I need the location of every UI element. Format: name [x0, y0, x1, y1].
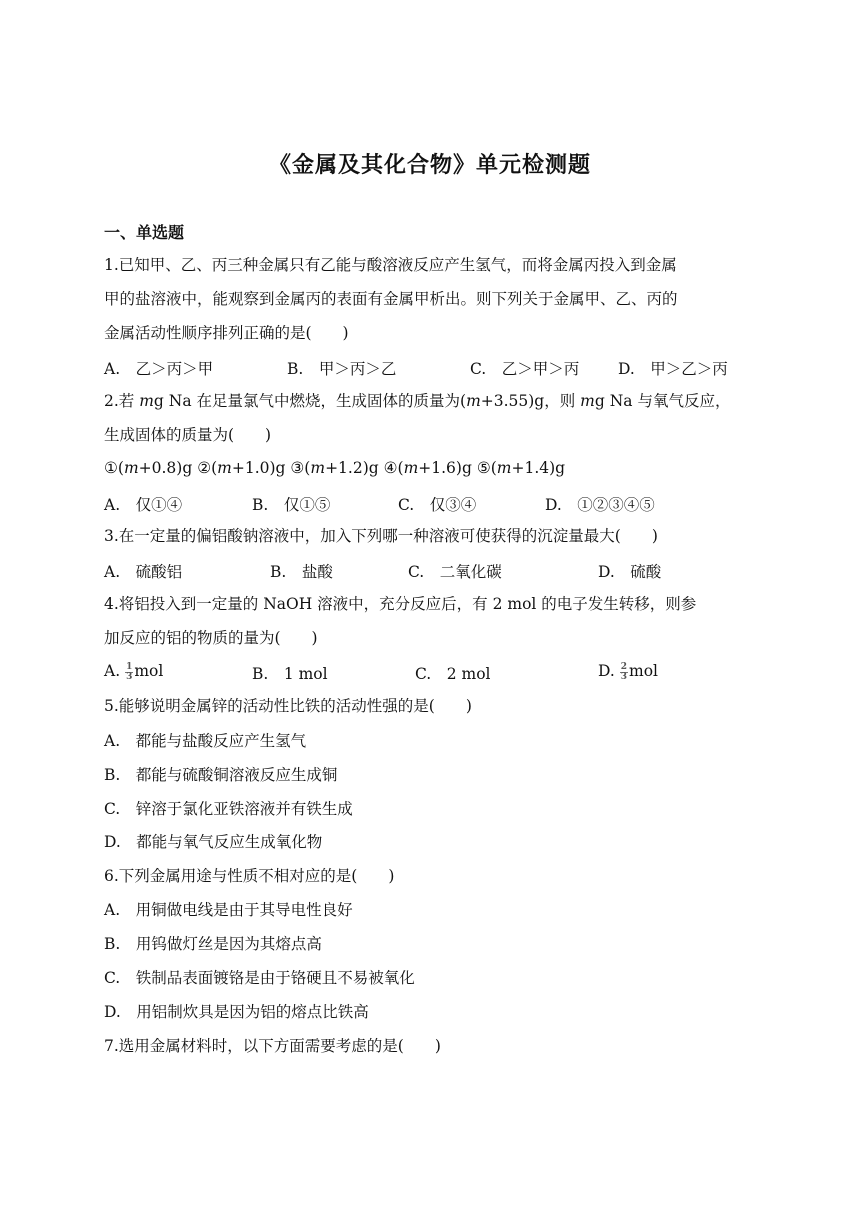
question-1-option-d[interactable]: D. 甲＞乙＞丙	[618, 360, 728, 378]
question-4-option-d[interactable]: D. $\frac{2}{3}$ mol	[598, 661, 659, 682]
fraction-one-third: $\frac{1}{3}$	[126, 661, 133, 682]
q2-text: g Na 在足量氯气中燃烧，生成固体的质量为(	[153, 392, 467, 410]
question-6-option-a[interactable]: A. 用铜做电线是由于其导电性良好	[104, 901, 353, 919]
question-3-option-b[interactable]: B. 盐酸	[270, 563, 333, 581]
question-6-option-c[interactable]: C. 铁制品表面镀铬是由于铬硬且不易被氧化	[104, 969, 415, 987]
question-3-option-d[interactable]: D. 硫酸	[598, 563, 662, 581]
q2-text: g Na 与氧气反应，	[594, 392, 731, 410]
section-heading: 一、单选题	[104, 223, 185, 242]
q2-choice-5: ⑤(m+1.4)g	[476, 459, 566, 477]
q2-text: +3.55)g，则	[480, 392, 581, 410]
question-6-line-1: 6.下列金属用途与性质不相对应的是( )	[104, 867, 395, 885]
question-5-option-d[interactable]: D. 都能与氧气反应生成氧化物	[104, 833, 323, 851]
question-4-line-2: 加反应的铝的物质的量为( )	[104, 629, 318, 647]
question-1-line-1: 1.已知甲、乙、丙三种金属只有乙能与酸溶液反应产生氢气，而将金属丙投入到金属	[104, 256, 677, 274]
question-6-option-d[interactable]: D. 用铝制炊具是因为铝的熔点比铁高	[104, 1003, 369, 1021]
question-4-line-1: 4.将铝投入到一定量的 NaOH 溶液中，充分反应后，有 2 mol 的电子发生转移，则参	[104, 595, 697, 613]
question-2-choices	[104, 458, 565, 478]
question-2-line-1	[104, 391, 730, 411]
question-7-line-1: 7.选用金属材料时，以下方面需要考虑的是( )	[104, 1037, 441, 1055]
question-1-option-b[interactable]: B. 甲＞丙＞乙	[287, 360, 397, 378]
question-3-line-1: 3.在一定量的偏铝酸钠溶液中，加入下列哪一种溶液可使获得的沉淀量最大( )	[104, 527, 658, 545]
question-6-option-b[interactable]: B. 用钨做灯丝是因为其熔点高	[104, 935, 322, 953]
q2-choice-4: ④(m+1.6)g	[383, 459, 472, 477]
question-3-option-a[interactable]: A. 硫酸铝	[104, 563, 183, 581]
question-1-line-3: 金属活动性顺序排列正确的是( )	[104, 324, 349, 342]
question-5-line-1: 5.能够说明金属锌的活动性比铁的活动性强的是( )	[104, 697, 472, 715]
question-4-option-b[interactable]: B. 1 mol	[252, 665, 328, 683]
question-5-option-b[interactable]: B. 都能与硫酸铜溶液反应生成铜	[104, 766, 338, 784]
question-1-options	[104, 357, 784, 377]
question-5-option-a[interactable]: A. 都能与盐酸反应产生氢气	[104, 732, 307, 750]
question-4-option-a[interactable]: A. $\frac{1}{3}$ mol	[104, 661, 164, 682]
question-1-option-a[interactable]: A. 乙＞丙＞甲	[104, 360, 214, 378]
question-2-options	[104, 493, 784, 513]
q2-prefix: 2.若	[104, 392, 140, 410]
q2-var-m: m	[466, 392, 481, 410]
question-3-options	[104, 560, 784, 580]
question-2-option-b[interactable]: B. 仅①⑤	[252, 496, 331, 514]
fraction-two-thirds: $\frac{2}{3}$	[620, 661, 628, 682]
q2-choice-3: ③(m+1.2)g	[290, 459, 379, 477]
question-3-option-c[interactable]: C. 二氧化碳	[408, 563, 502, 581]
question-2-option-d[interactable]: D. ①②③④⑤	[545, 496, 655, 514]
q2-var-m: m	[580, 392, 595, 410]
question-5-option-c[interactable]: C. 锌溶于氯化亚铁溶液并有铁生成	[104, 800, 353, 818]
document-title: 《金属及其化合物》单元检测题	[268, 153, 591, 178]
question-2-option-c[interactable]: C. 仅③④	[398, 496, 477, 514]
question-1-option-c[interactable]: C. 乙＞甲＞丙	[470, 360, 580, 378]
question-2-option-a[interactable]: A. 仅①④	[104, 496, 183, 514]
question-1-line-2: 甲的盐溶液中，能观察到金属丙的表面有金属甲析出。则下列关于金属甲、乙、丙的	[104, 290, 678, 308]
q2-var-m: m	[139, 392, 154, 410]
q2-choice-2: ②(m+1.0)g	[197, 459, 286, 477]
question-2-line-2: 生成固体的质量为( )	[104, 426, 272, 444]
q2-choice-1: ①(m+0.8)g	[104, 459, 193, 477]
question-4-options	[104, 662, 784, 682]
question-4-option-c[interactable]: C. 2 mol	[415, 665, 491, 683]
